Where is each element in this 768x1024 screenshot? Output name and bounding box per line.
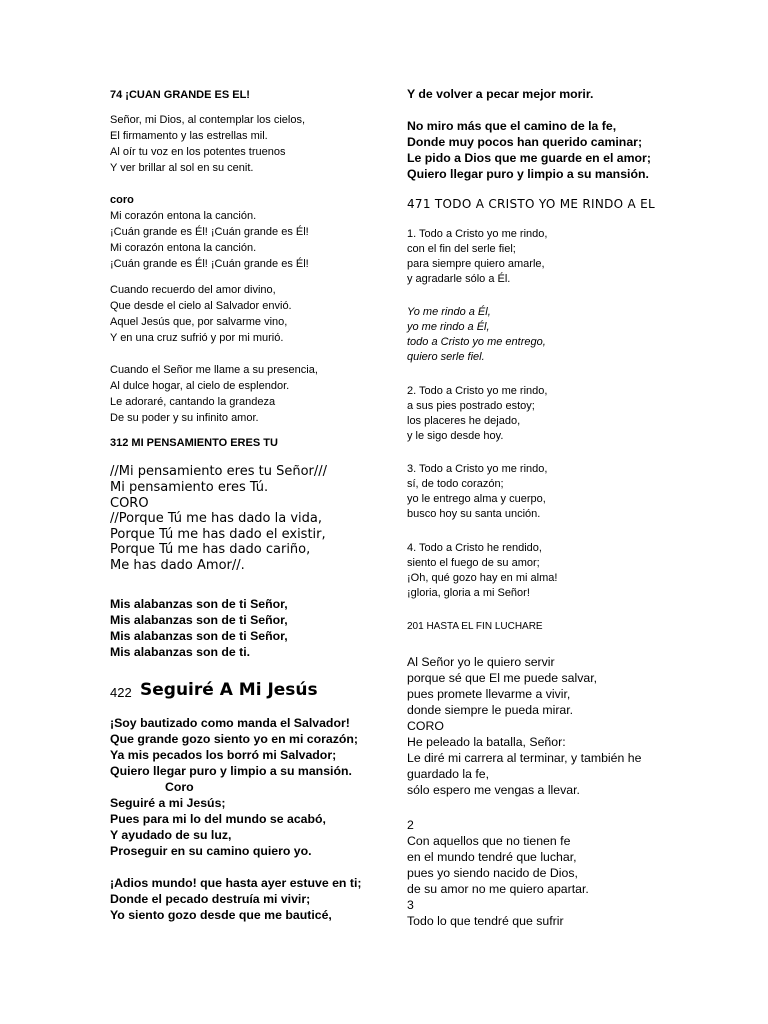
lyric-line: Donde muy pocos han querido caminar; [407,135,643,149]
lyric-line: de su amor no me quiero apartar. [407,882,589,896]
lyric-line: Le adoraré, cantando la grandeza [110,396,276,408]
lyric-line: yo me rindo a Él, [407,321,490,333]
lyric-line: a sus pies postrado estoy; [407,400,535,412]
lyric-line: Porque Tú me has dado el existir, [110,527,326,542]
lyric-line: Seguiré a mi Jesús; [110,796,226,810]
lyric-line: Que grande gozo siento yo en mi corazón; [110,732,359,746]
lyric-line: Ya mis pecados los borró mi Salvador; [110,748,337,762]
lyric-line: Aquel Jesús que, por salvarme vino, [110,316,288,328]
lyric-line: Mi corazón entona la canción. [110,210,257,222]
lyric-line: Todo lo que tendré que sufrir [407,914,564,928]
lyric-line: Cuando el Señor me llame a su presencia, [110,364,318,376]
lyric-line: ¡Adios mundo! que hasta ayer estuve en ti; [110,876,362,890]
lyric-line: Mis alabanzas son de ti Señor, [110,597,288,611]
lyric-line: Yo me rindo a Él, [407,306,491,318]
lyric-line: Señor, mi Dios, al contemplar los cielos, [110,114,306,126]
lyric-line: guardado la fe, [407,767,490,781]
lyric-line: y le sigo desde hoy. [407,430,504,442]
lyric-line: sólo espero me vengas a llevar. [407,783,580,797]
lyric-line: 4. Todo a Cristo he rendido, [407,542,542,554]
lyric-line: Mis alabanzas son de ti Señor, [110,629,288,643]
lyric-line: De su poder y su infinito amor. [110,412,259,424]
lyric-line: sí, de todo corazón; [407,478,504,490]
lyric-line: Quiero llegar puro y limpio a su mansión. [110,764,352,778]
lyric-line: He peleado la batalla, Señor: [407,735,566,749]
hymn-422-title: Seguiré A Mi Jesús [140,680,318,700]
lyric-line: CORO [110,496,149,511]
lyric-line: Y en una cruz sufrió y por mi murió. [110,332,284,344]
lyric-line: ¡gloria, gloria a mi Señor! [407,587,530,599]
lyric-line: Donde el pecado destruía mi vivir; [110,892,311,906]
hymn-422-number: 422 [110,685,132,700]
lyric-line: Mi pensamiento eres Tú. [110,480,269,495]
lyric-line: Mis alabanzas son de ti. [110,645,251,659]
lyric-line: 2. Todo a Cristo yo me rindo, [407,385,548,397]
lyric-line: //Porque Tú me has dado la vida, [110,511,322,526]
lyric-line: Porque Tú me has dado cariño, [110,542,311,557]
hymn-312-title: 312 MI PENSAMIENTO ERES TU [110,437,278,449]
lyric-line: Yo siento gozo desde que me bauticé, [110,908,332,922]
lyric-line: con el fin del serle fiel; [407,243,516,255]
lyric-line: Me has dado Amor//. [110,558,245,573]
stanza-number: 2 [407,818,414,832]
lyric-line: //Mi pensamiento eres tu Señor/// [110,464,328,479]
lyric-line: y agradarle sólo a Él. [407,273,511,285]
lyric-line: siento el fuego de su amor; [407,557,540,569]
lyric-line: Al oír tu voz en los potentes truenos [110,146,286,158]
lyric-line: para siempre quiero amarle, [407,258,545,270]
lyric-line: quiero serle fiel. [407,351,485,363]
lyric-line: donde siempre le pueda mirar. [407,703,574,717]
lyric-line: Y de volver a pecar mejor morir. [407,87,594,101]
coro-label: coro [110,194,134,206]
lyric-line: pues promete llevarme a vivir, [407,687,571,701]
lyric-line: No miro más que el camino de la fe, [407,119,617,133]
lyric-line: todo a Cristo yo me entrego, [407,336,546,348]
lyric-line: yo le entrego alma y cuerpo, [407,493,546,505]
lyric-line: Que desde el cielo al Salvador envió. [110,300,292,312]
lyric-line: los placeres he dejado, [407,415,521,427]
lyric-line: CORO [407,719,444,733]
lyric-line: Al Señor yo le quiero servir [407,655,555,669]
lyric-line: ¡Cuán grande es Él! ¡Cuán grande es Él! [110,258,309,270]
lyric-line: Le diré mi carrera al terminar, y también he [407,751,642,765]
lyric-line: Al dulce hogar, al cielo de esplendor. [110,380,290,392]
lyric-line: Y ayudado de su luz, [110,828,232,842]
lyric-line: ¡Soy bautizado como manda el Salvador! [110,716,350,730]
lyric-line: Pues para mi lo del mundo se acabó, [110,812,326,826]
coro-label: Coro [165,780,194,794]
hymn-201-title: 201 HASTA EL FIN LUCHARE [407,621,543,632]
lyric-line: busco hoy su santa unción. [407,508,541,520]
lyric-line: Proseguir en su camino quiero yo. [110,844,312,858]
hymn-471-title: 471 TODO A CRISTO YO ME RINDO A EL [407,197,656,211]
lyric-line: porque sé que El me puede salvar, [407,671,598,685]
lyric-line: 3. Todo a Cristo yo me rindo, [407,463,548,475]
lyric-line: pues yo siendo nacido de Dios, [407,866,578,880]
lyric-line: Cuando recuerdo del amor divino, [110,284,276,296]
lyric-line: Le pido a Dios que me guarde en el amor; [407,151,651,165]
lyric-line: Mi corazón entona la canción. [110,242,257,254]
lyric-line: Y ver brillar al sol en su cenit. [110,162,254,174]
hymn-74-title: 74 ¡CUAN GRANDE ES EL! [110,89,250,101]
lyric-line: en el mundo tendré que luchar, [407,850,577,864]
lyric-line: El firmamento y las estrellas mil. [110,130,268,142]
stanza-number: 3 [407,898,414,912]
lyric-line: Mis alabanzas son de ti Señor, [110,613,288,627]
lyric-line: Con aquellos que no tienen fe [407,834,571,848]
lyric-line: ¡Cuán grande es Él! ¡Cuán grande es Él! [110,226,309,238]
lyric-line: Quiero llegar puro y limpio a su mansión. [407,167,649,181]
lyric-line: 1. Todo a Cristo yo me rindo, [407,228,548,240]
lyric-line: ¡Oh, qué gozo hay en mi alma! [407,572,558,584]
